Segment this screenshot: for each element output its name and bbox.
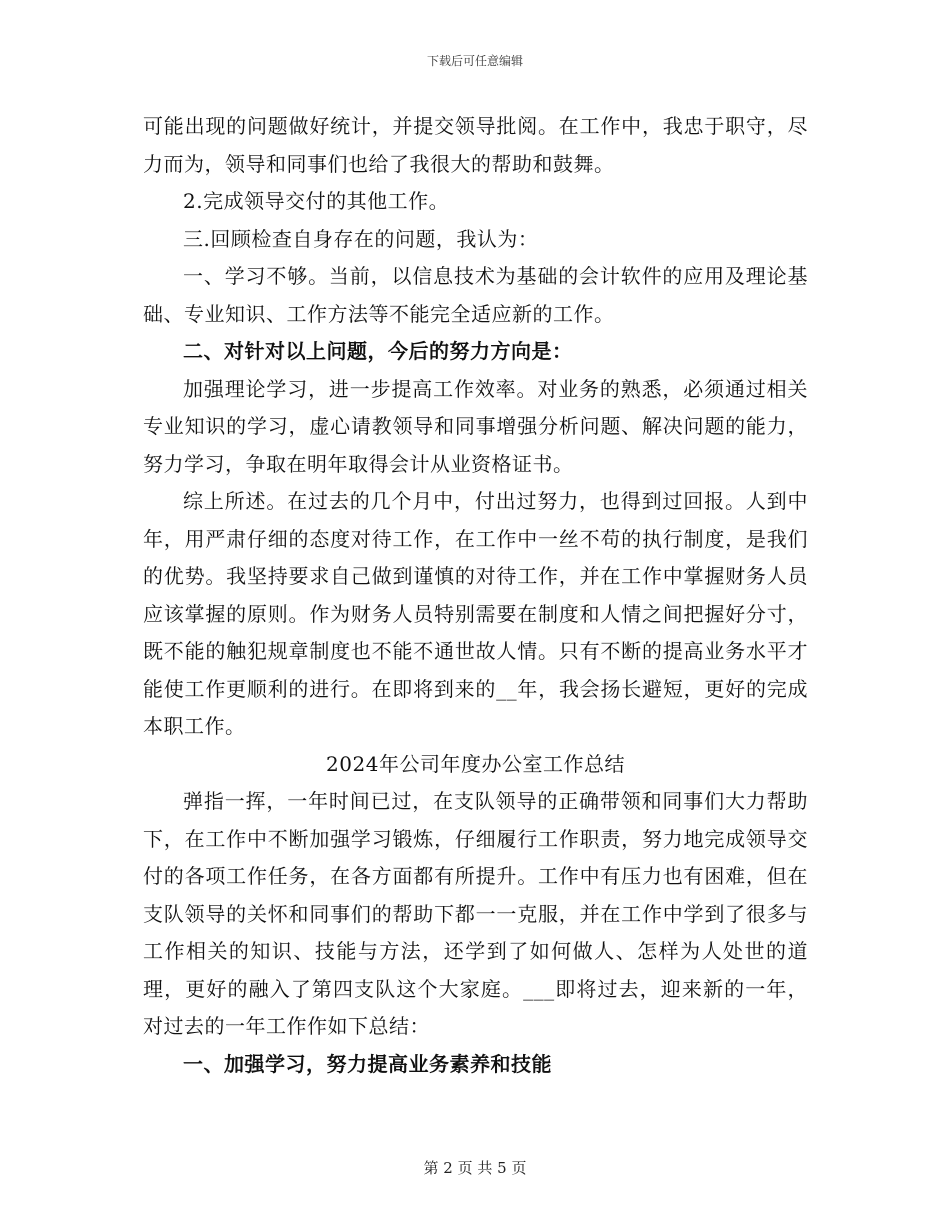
page-header: 下载后可任意编辑 [426,54,523,68]
section-heading-study: 一、加强学习，努力提高业务素养和技能 [183,1051,552,1076]
document-title: 2024年公司年度办公室工作总结 [326,751,625,776]
paragraph-3: 三.回顾检查自身存在的问题，我认为： [183,226,539,251]
paragraph-8: 弹指一挥，一年时间已过，在支队领导的正确带领和同事们大力帮助下，在工作中不断加强学习锻炼，仔细履行工作职责，努力地完成领导交付的各项工作任务，在各方面都有所提升。工作中有压力也有困难，但在支队领导的关怀和同事们的帮助下都一一克服，并在工作中学到了很多与工作相关的知识、技能与方法，还学到了如何做人、怎样为人处世的道理，更好的融入了第四支队这个大家庭。___即将过去，迎来新的一年，对过去的一年工作作如下总结： [143,789,808,1038]
section-heading-direction: 二、对针对以上问题，今后的努力方向是： [183,339,573,363]
paragraph-7: 综上所述。在过去的几个月中，付出过努力，也得到过回报。人到中年，用严肃仔细的态度对待工作，在工作中一丝不苟的执行制度，是我们的优势。我坚持要求自己做到谨慎的对待工作，并在工作中掌握财务人员应该掌握的原则。作为财务人员特别需要在制度和人情之间把握好分寸，既不能的触犯规章制度也不能不通世故人情。只有不断的提高业务水平才能使工作更顺利的进行。在即将到来的__年，我会扬长避短，更好的完成本职工作。 [143,489,808,738]
page-footer: 第 2 页 共 5 页 [423,1159,527,1177]
paragraph-1: 可能出现的问题做好统计，并提交领导批阅。在工作中，我忠于职守，尽力而为，领导和同事们也给了我很大的帮助和鼓舞。 [143,114,808,176]
paragraph-4: 一、学习不够。当前，以信息技术为基础的会计软件的应用及理论基础、专业知识、工作方法等不能完全适应新的工作。 [143,264,808,326]
paragraph-6: 加强理论学习，进一步提高工作效率。对业务的熟悉，必须通过相关专业知识的学习，虚心请教领导和同事增强分析问题、解决问题的能力，努力学习，争取在明年取得会计从业资格证书。 [143,376,808,476]
paragraph-2: 2.完成领导交付的其他工作。 [183,189,450,213]
document-body [143,108,808,1083]
